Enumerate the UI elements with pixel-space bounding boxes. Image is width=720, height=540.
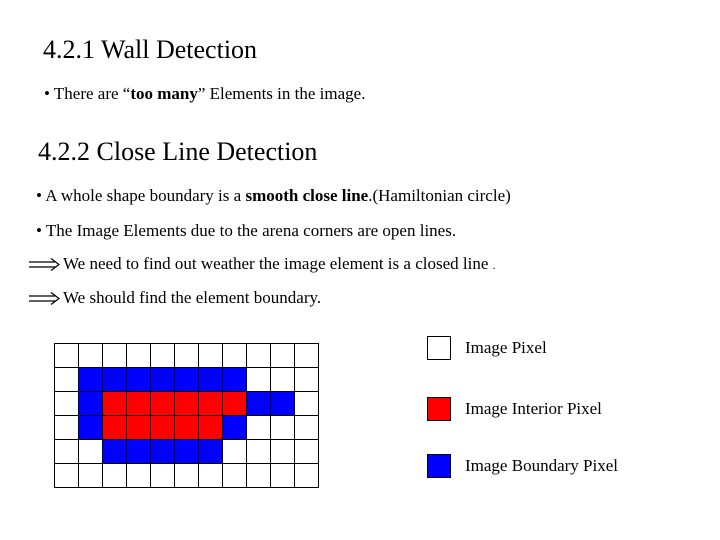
boundary-pixel <box>79 416 103 440</box>
image-pixel <box>271 464 295 488</box>
image-pixel <box>55 392 79 416</box>
boundary-pixel <box>223 416 247 440</box>
boundary-pixel <box>127 368 151 392</box>
section2-bullet-1-bold: smooth close line <box>245 186 369 205</box>
section1-bullet-bold: too many <box>130 84 198 103</box>
image-pixel <box>295 440 319 464</box>
boundary-pixel <box>247 392 271 416</box>
legend-swatch-interior-pixel <box>427 397 451 421</box>
interior-pixel <box>103 416 127 440</box>
image-pixel <box>247 368 271 392</box>
image-pixel <box>151 464 175 488</box>
image-pixel <box>271 368 295 392</box>
interior-pixel <box>127 392 151 416</box>
boundary-pixel <box>199 440 223 464</box>
image-pixel <box>247 416 271 440</box>
boundary-pixel <box>79 392 103 416</box>
section1-bullet-suffix: ” Elements in the image. <box>197 84 366 103</box>
legend-label-image-pixel: Image Pixel <box>465 338 547 357</box>
boundary-pixel <box>103 440 127 464</box>
image-pixel <box>271 416 295 440</box>
boundary-pixel <box>151 368 175 392</box>
image-pixel <box>223 344 247 368</box>
legend-label-interior-pixel: Image Interior Pixel <box>465 399 602 418</box>
image-pixel <box>55 416 79 440</box>
arrow-line-1-end: . <box>492 260 496 272</box>
section2-title: 4.2.2 Close Line Detection <box>38 137 318 166</box>
image-pixel <box>223 464 247 488</box>
image-pixel <box>199 344 223 368</box>
implies-arrow-icon <box>28 291 62 307</box>
image-pixel <box>127 344 151 368</box>
boundary-pixel <box>223 368 247 392</box>
boundary-pixel <box>175 368 199 392</box>
section1-bullet <box>44 84 365 104</box>
legend-swatch-image-pixel <box>427 336 451 360</box>
image-pixel <box>271 344 295 368</box>
image-pixel <box>55 344 79 368</box>
section2-bullet-2: • The Image Elements due to the arena corners are open lines. <box>36 221 457 240</box>
image-pixel <box>127 464 151 488</box>
image-pixel <box>151 344 175 368</box>
interior-pixel <box>127 416 151 440</box>
interior-pixel <box>151 392 175 416</box>
interior-pixel <box>199 416 223 440</box>
image-pixel <box>295 416 319 440</box>
boundary-pixel <box>199 368 223 392</box>
image-pixel <box>79 464 103 488</box>
boundary-pixel <box>175 440 199 464</box>
interior-pixel <box>175 416 199 440</box>
boundary-pixel <box>103 368 127 392</box>
section2-bullet-1-suffix: .(Hamiltonian circle) <box>368 186 511 205</box>
implies-arrow-icon <box>28 257 62 273</box>
boundary-pixel <box>151 440 175 464</box>
image-pixel <box>199 464 223 488</box>
image-pixel <box>55 440 79 464</box>
image-pixel <box>79 344 103 368</box>
pixel-grid <box>54 343 319 488</box>
image-pixel <box>247 464 271 488</box>
image-pixel <box>295 464 319 488</box>
boundary-pixel <box>79 368 103 392</box>
image-pixel <box>223 440 247 464</box>
arrow-line-1-text: We need to find out weather the image element is a closed line <box>63 254 489 273</box>
image-pixel <box>79 440 103 464</box>
interior-pixel <box>175 392 199 416</box>
image-pixel <box>295 392 319 416</box>
arrow-line-2: We should find the element boundary. <box>63 288 322 307</box>
interior-pixel <box>151 416 175 440</box>
section2-bullet-1-prefix: • A whole shape boundary is a <box>36 186 246 205</box>
section2-bullet-1 <box>36 186 511 206</box>
legend-swatch-boundary-pixel <box>427 454 451 478</box>
interior-pixel <box>103 392 127 416</box>
boundary-pixel <box>271 392 295 416</box>
image-pixel <box>247 440 271 464</box>
image-pixel <box>103 344 127 368</box>
legend-label-boundary-pixel: Image Boundary Pixel <box>465 456 618 475</box>
interior-pixel <box>199 392 223 416</box>
boundary-pixel <box>127 440 151 464</box>
image-pixel <box>175 344 199 368</box>
image-pixel <box>271 440 295 464</box>
interior-pixel <box>223 392 247 416</box>
image-pixel <box>295 368 319 392</box>
image-pixel <box>247 344 271 368</box>
image-pixel <box>175 464 199 488</box>
image-pixel <box>55 368 79 392</box>
image-pixel <box>55 464 79 488</box>
image-pixel <box>295 344 319 368</box>
image-pixel <box>103 464 127 488</box>
section1-bullet-prefix: • There are “ <box>44 84 131 103</box>
section1-title: 4.2.1 Wall Detection <box>43 35 258 64</box>
arrow-line-1 <box>63 254 495 274</box>
